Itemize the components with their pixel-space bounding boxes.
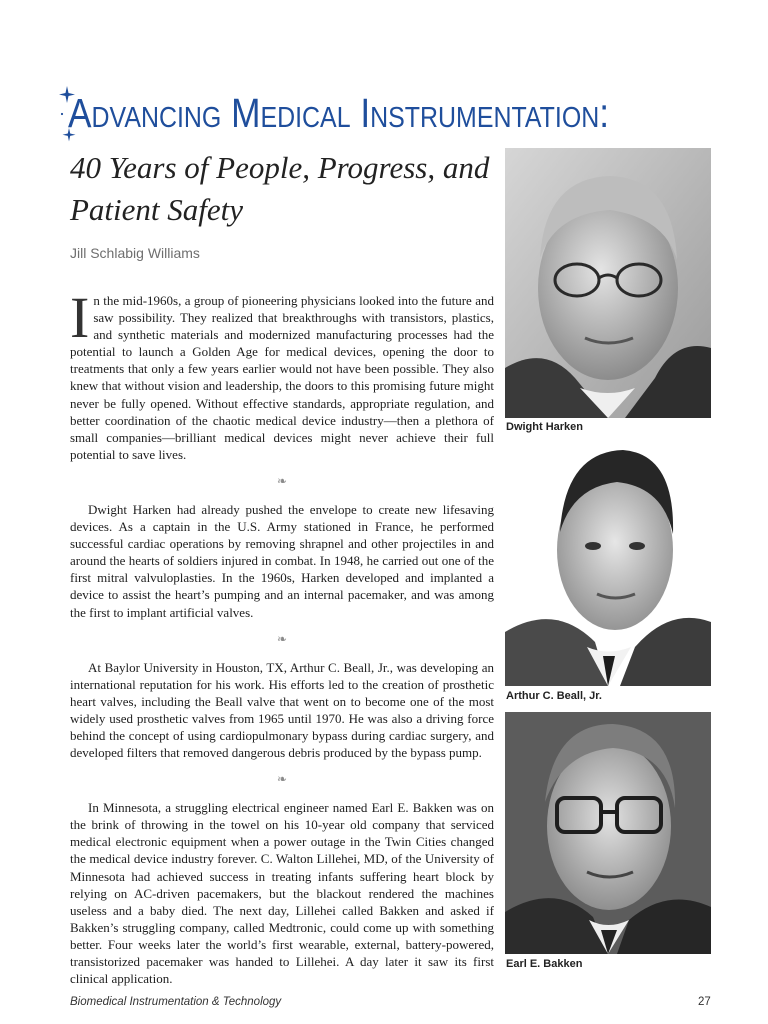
drop-cap: I <box>70 285 90 350</box>
article-title: Advancing Medical Instrumentation: <box>68 90 610 136</box>
article-body <box>70 285 494 987</box>
bakken-paragraph: In Minnesota, a struggling electrical engineer named Earl E. Bakken was on the brink of throwing in the towel on his 10-year old company that serviced medical electronic equipment when a power outage in the Twin Cities changed the medical device industry forever. C. Walton Lillehei, MD, of the University of Minnesota had achieved success in treating infants suffering heart block by relying on AC-driven pacemakers, but the blackout rendered the machines useless and a baby died. The next day, Lillehei called Bakken and asked if Bakken’s struggling company, called Medtronic, could come up with something better. Four weeks later the world’s first wearable, external, battery-powered, transistorized pacemaker was handed to Lillehei. A day later it saw its first clinical application. <box>70 800 494 987</box>
portrait-photo-beall <box>505 442 711 686</box>
intro-paragraph <box>70 285 494 463</box>
intro-paragraph-text: n the mid-1960s, a group of pioneering physicians looked into the future and saw possibility. They realized that breakthroughs with transistors, plastics, and synthetic materials and modernized manufacturing processes had the potential to launch a Golden Age for medical devices, opening the door to treatments that only a few years earlier would not have been possible. They also knew that without vision and leadership, the doors to this promising future might never be fully opened. Without effective standards, appropriate regulation, and better coordination of the chaotic medical device industry—then a plethora of small companies—brilliant medical devices might never achieve their full potential to save lives. <box>70 293 494 462</box>
leaf-ornament-icon: ❧ <box>276 772 288 787</box>
leaf-ornament-icon: ❧ <box>276 473 288 488</box>
harken-paragraph: Dwight Harken had already pushed the envelope to create new lifesaving devices. As a captain in the U.S. Army stationed in France, he performed successful cardiac operations by removing shrapnel and other projectiles in and around the hearts of soldiers injured in combat. In 1948, he carried out one of the first mitral valvuloplasties. In the 1960s, Harken developed and implanted a device to assist the heart’s pumping and an internal pacemaker, and was among the first to implant artificial valves. <box>70 501 494 620</box>
portrait-photo-bakken <box>505 712 711 954</box>
article-subtitle: 40 Years of People, Progress, and Patient Safety <box>70 150 490 227</box>
footer-journal-name: Biomedical Instrumentation & Technology <box>70 996 282 1008</box>
page-number: 27 <box>698 996 711 1008</box>
leaf-ornament-icon: ❧ <box>276 631 288 646</box>
author-byline: Jill Schlabig Williams <box>70 245 200 261</box>
portrait-photo-harken <box>505 148 711 418</box>
beall-paragraph: At Baylor University in Houston, TX, Arthur C. Beall, Jr., was developing an international reputation for his work. His efforts led to the creation of prosthetic heart valves, including the Beall valve that went on to become one of the most widely used prosthetic valves from 1965 until 1970. He was also a driving force behind the concept of using cardiopulmonary bypass during cardiac surgery, and developed filters that removed dangerous debris produced by the bypass pump. <box>70 659 494 761</box>
caption-harken: Dwight Harken <box>506 421 584 433</box>
caption-beall: Arthur C. Beall, Jr. <box>506 690 602 702</box>
caption-bakken: Earl E. Bakken <box>506 958 583 970</box>
